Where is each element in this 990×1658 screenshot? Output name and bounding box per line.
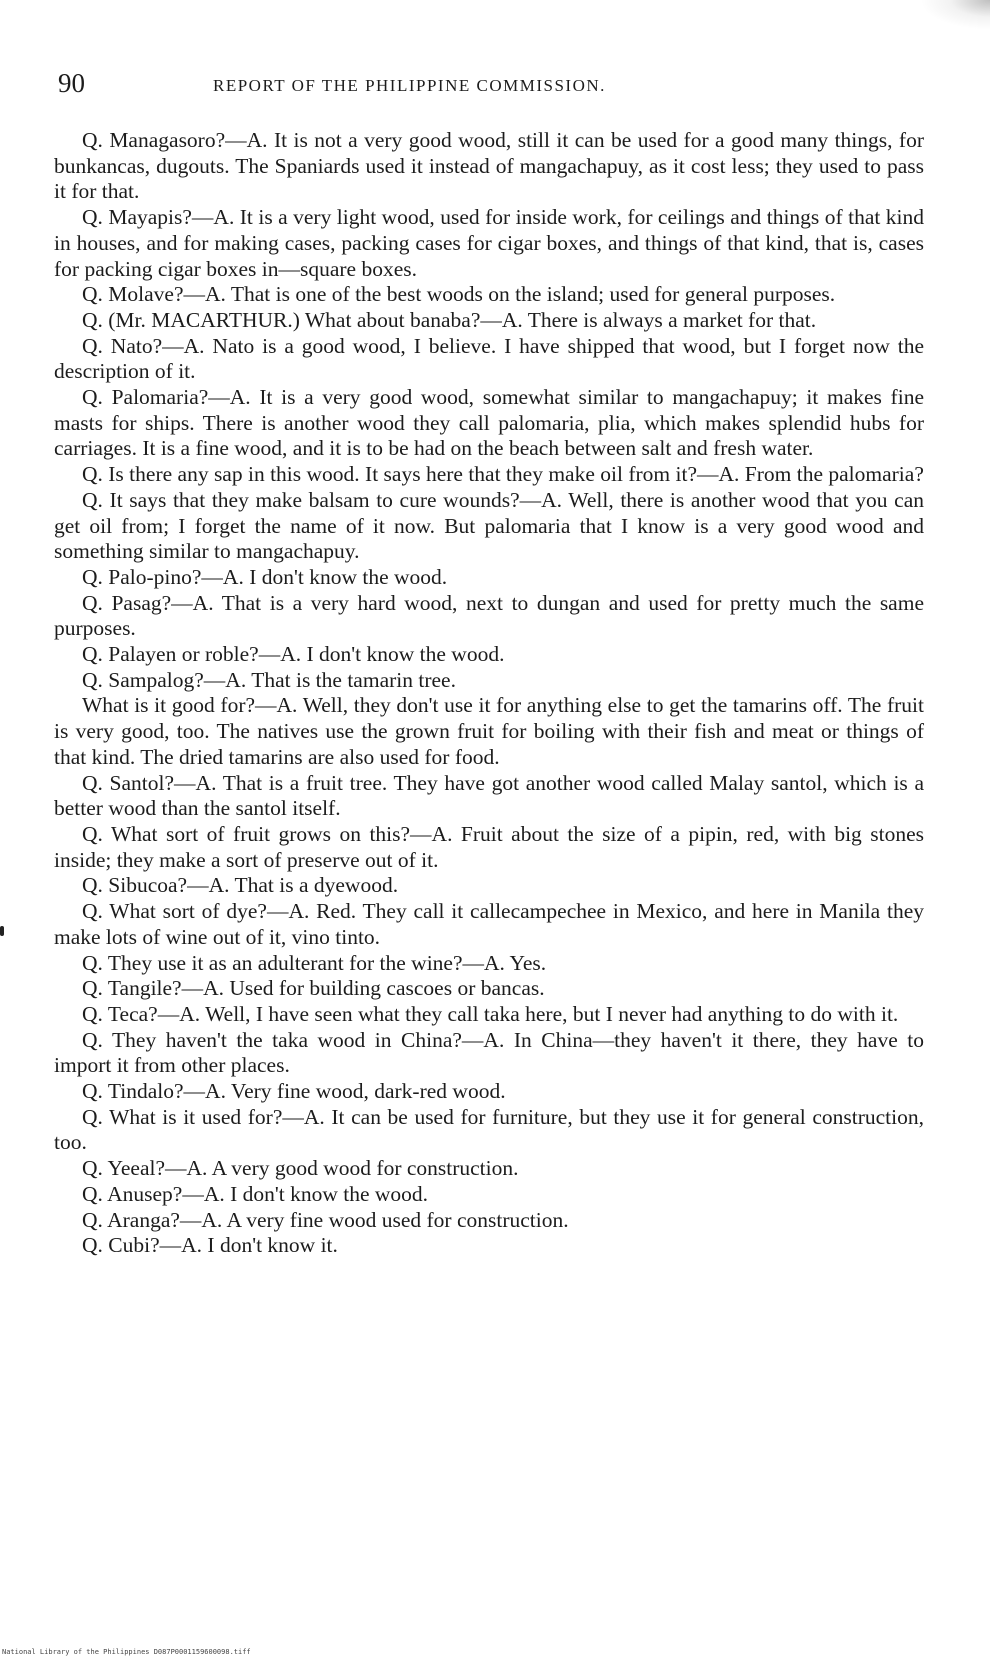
paragraph: Q. Santol?—A. That is a fruit tree. They have got another wood called Malay santol, which is a better wood than the santol itself.: [54, 770, 924, 821]
page-header: [58, 68, 918, 108]
paragraph: Q. Palomaria?—A. It is a very good wood, somewhat similar to mangachapuy; it makes fine masts for ships. There is another wood they call palomaria, plia, which makes splendid hubs for carriages. It is a fine wood, and it is to be had on the beach between salt and fresh water.: [54, 385, 924, 461]
paragraph: Q. They use it as an adulterant for the wine?—A. Yes.: [82, 950, 547, 975]
running-title: REPORT OF THE PHILIPPINE COMMISSION.: [213, 76, 606, 95]
paragraph: Q. Aranga?—A. A very fine wood used for construction.: [82, 1207, 569, 1232]
paragraph: Q. (Mr. MACARTHUR.) What about banaba?—A. There is always a market for that.: [82, 307, 817, 332]
paragraph: Q. Nato?—A. Nato is a good wood, I believe. I have shipped that wood, but I forget now the description of it.: [54, 333, 924, 384]
paragraph: Q. Pasag?—A. That is a very hard wood, next to dungan and used for pretty much the same purposes.: [54, 590, 924, 641]
paragraph: Q. What is it used for?—A. It can be used for furniture, but they use it for general construction, too.: [54, 1104, 924, 1155]
paragraph: Q. Is there any sap in this wood. It says here that they make oil from it?—A. From the palomaria?: [82, 462, 924, 487]
paragraph: Q. Sampalog?—A. That is the tamarin tree.: [82, 667, 456, 692]
paragraph: Q. What sort of fruit grows on this?—A. Fruit about the size of a pipin, red, with big stones inside; they make a sort of preserve out of it.: [54, 821, 924, 872]
paragraph: Q. It says that they make balsam to cure wounds?—A. Well, there is another wood that you can get oil from; I forget the name of it now. But palomaria that I know is a very good wood and something similar to mangachapuy.: [54, 487, 924, 564]
scan-source-footer: National Library of the Philippines D087P0001159600098.tiff: [2, 1648, 251, 1656]
paragraph: Q. Molave?—A. That is one of the best woods on the island; used for general purposes.: [82, 282, 836, 307]
margin-ink-mark: [0, 926, 4, 936]
paragraph: Q. Sibucoa?—A. That is a dyewood.: [82, 873, 399, 898]
page-number: 90: [58, 68, 85, 98]
paragraph: Q. Tangile?—A. Used for building cascoes or bancas.: [82, 976, 545, 1001]
paragraph: Q. Yeeal?—A. A very good wood for construction.: [82, 1156, 519, 1181]
paragraph: Q. What sort of dye?—A. Red. They call it callecampechee in Mexico, and here in Manila they make lots of wine out of it, vino tinto.: [54, 899, 924, 949]
paragraph: Q. Teca?—A. Well, I have seen what they call taka here, but I never had anything to do with it.: [82, 1001, 899, 1026]
paragraph: Q. Palayen or roble?—A. I don't know the wood.: [82, 642, 505, 667]
paragraph: What is it good for?—A. Well, they don't use it for anything else to get the tamarins off. The fruit is very good, too. The natives use the grown fruit for boiling with their fish and meat or things of that kind. The dried tamarins are also used for food.: [54, 693, 924, 769]
paragraph: Q. They haven't the taka wood in China?—A. In China—they haven't it there, they have to import it from other places.: [54, 1027, 924, 1078]
scan-smudge: [920, 0, 990, 30]
paragraph: Q. Cubi?—A. I don't know it.: [82, 1233, 338, 1258]
page-body: [54, 128, 924, 1259]
paragraph: Q. Tindalo?—A. Very fine wood, dark-red wood.: [82, 1079, 506, 1104]
paragraph: Q. Palo-pino?—A. I don't know the wood.: [82, 564, 448, 589]
paragraph: Q. Mayapis?—A. It is a very light wood, used for inside work, for ceilings and things of that kind in houses, and for making cases, packing cases for cigar boxes, and things of that kind, that is, cases for packing cigar boxes in—square boxes.: [54, 205, 924, 281]
paragraph: Q. Anusep?—A. I don't know the wood.: [82, 1181, 429, 1206]
paragraph: Q. Managasoro?—A. It is not a very good wood, still it can be used for a good many things, for bunkancas, dugouts. The Spaniards used it instead of mangachapuy, as it cost less; they used to pass it for that.: [54, 128, 924, 204]
